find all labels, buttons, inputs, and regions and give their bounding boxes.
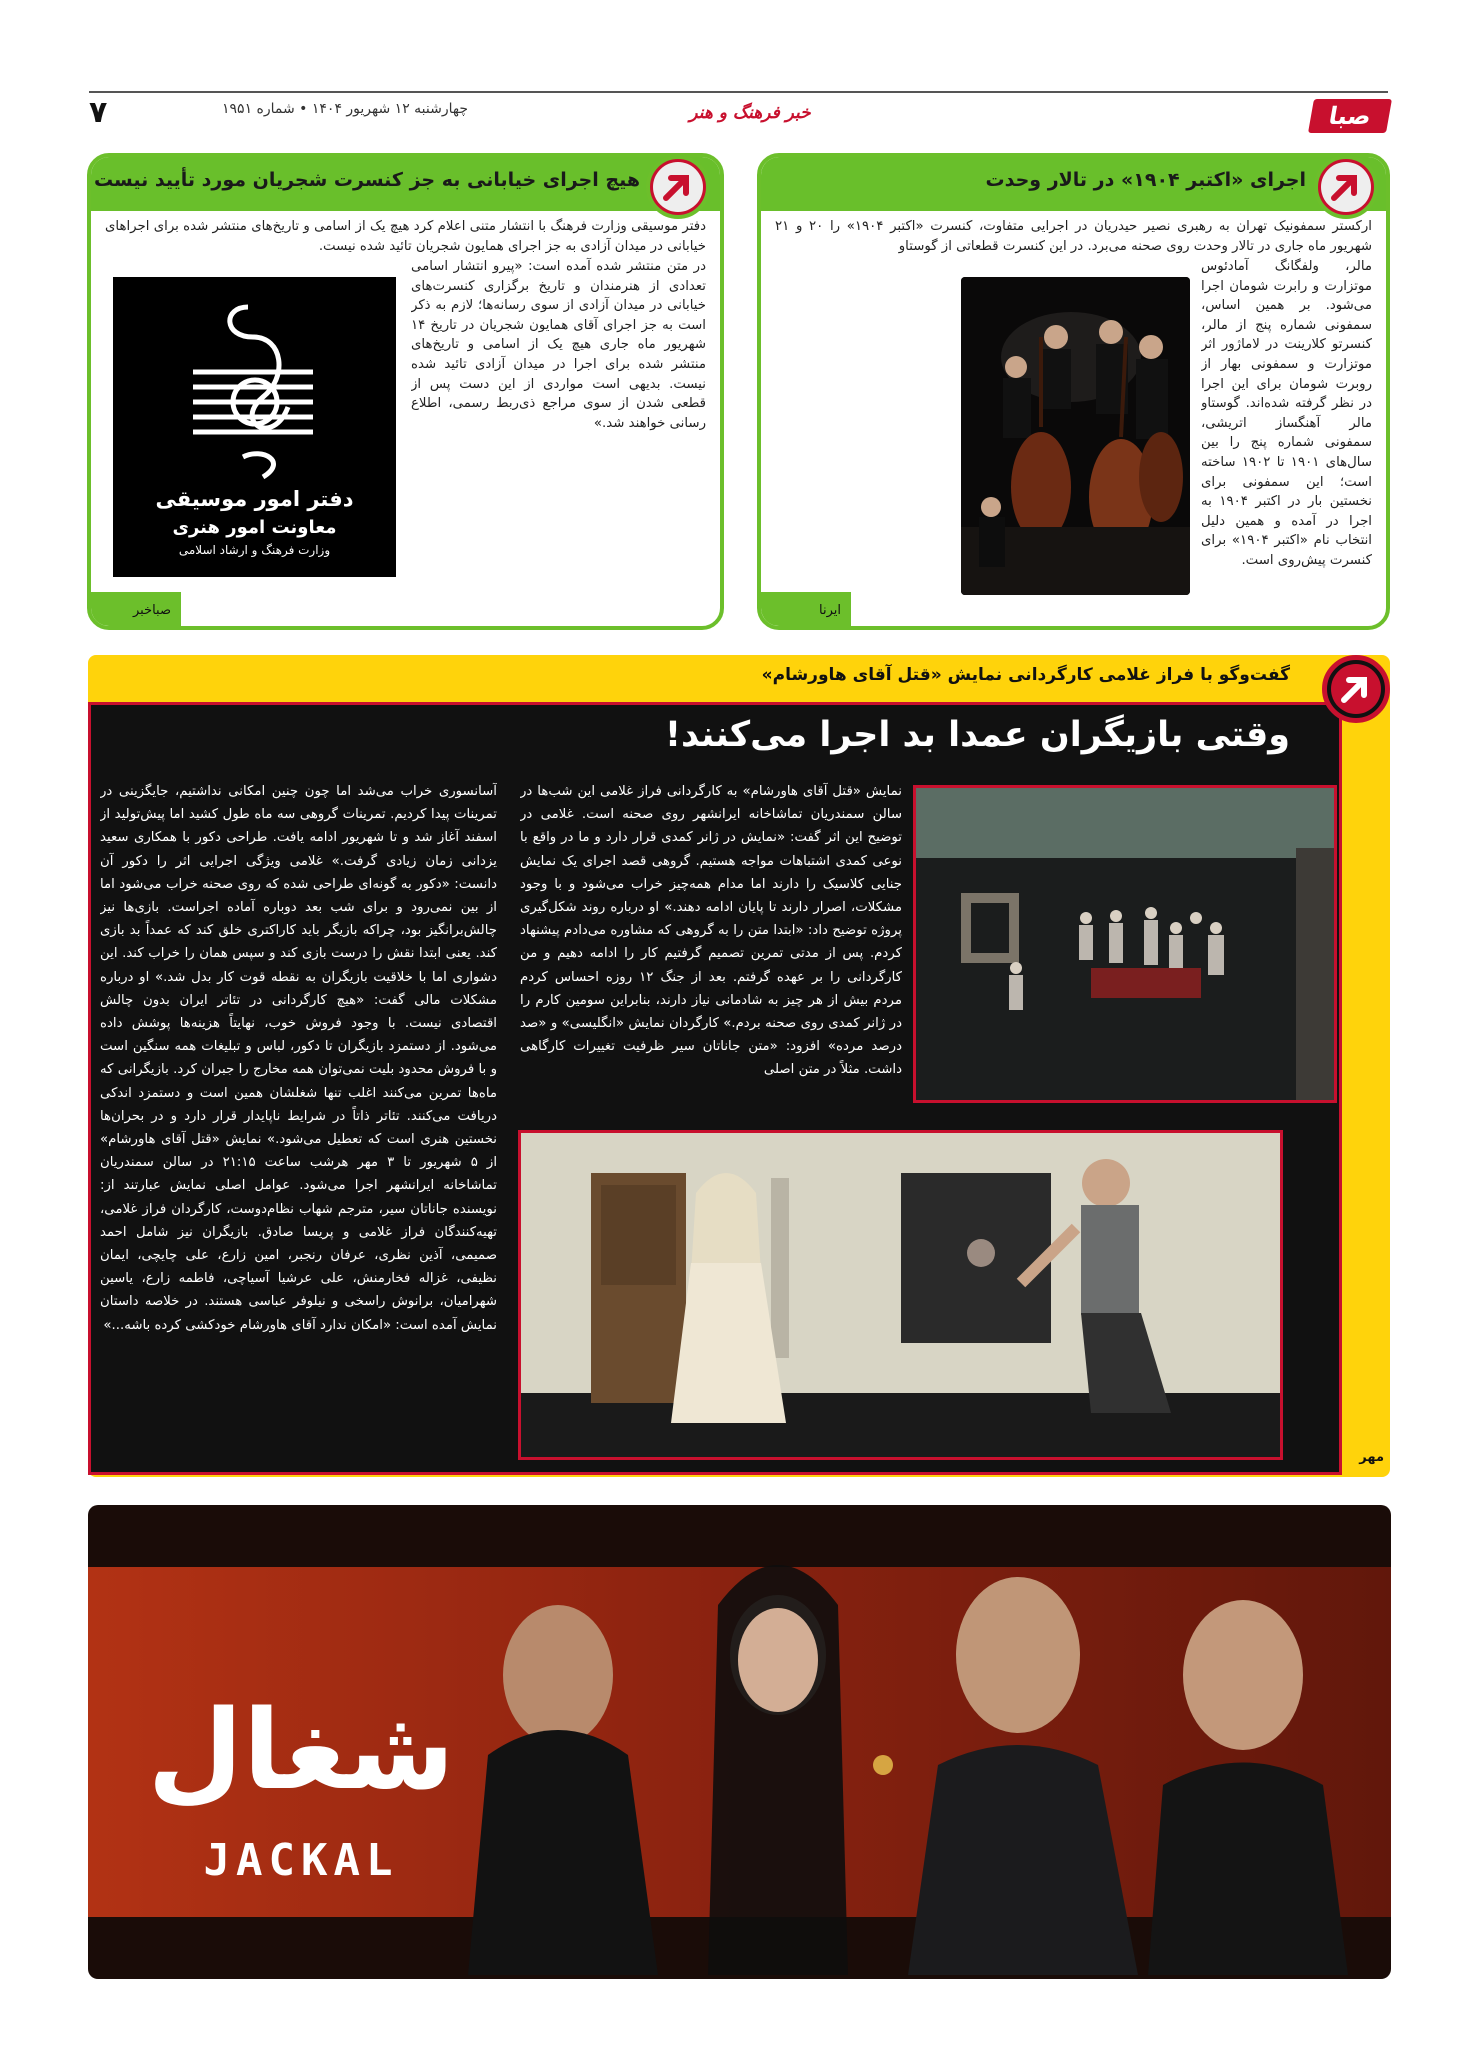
logo-line-1: دفتر امور موسیقی	[155, 487, 354, 511]
logo-line-2: معاونت امور هنری	[172, 517, 337, 538]
feature-kicker: گفت‌وگو با فراز غلامی کارگردانی نمایش «قتل آقای هاورشام»	[761, 665, 1290, 685]
feature-column-left: آسانسوری خراب می‌شد اما چون چنین امکانی نداشتیم، جایگزینی در تمرینات پیدا کردیم. تمرینات گروهی سه ماه طول کشید اما پیش‌تولید از اسفند آغاز شد و تا شهریور ادامه یافت. طراحی دکور با همکاری سعید یزدانی زمان زیادی گرفت.» غلامی ویژگی اجرایی اثر را دکور آن دانست: «دکور به گونه‌ای طراحی شده که روی صحنه خراب می‌شود اما از بین نمی‌رود و برای شب بعد دوباره آماده اجراست. بازی‌ها نیز چالش‌برانگیز بود، چراکه بازیگر باید کاراکتری خلق کند که عمداً بد بازی کند. یعنی ابتدا نقش را درست بازی کند و سپس همان را خراب کند. این دشواری اما با خلاقیت بازیگران به نقطه قوت کار بدل شد.» او درباره مشکلات مالی گفت: «هیچ کارگردانی در تئاتر ایران بدون چالش اقتصادی نیست. با وجود فروش خوب، نهایتاً هزینه‌ها پوشش داده می‌شود. از دستمزد بازیگران تا دکور، لباس و تبلیغات همه سنگین است و با فروش محدود بلیت نمی‌توان همه مخارج را جبران کرد. بازیگرانی که ماه‌ها تمرین می‌کنند اغلب تنها شغلشان همین است و دستمزد اندکی دریافت می‌کنند. تئاتر ذاتاً در شرایط ناپایدار قرار دارد و در بحران‌ها نخستین هنری است که تعطیل می‌شود.» نمایش «قتل آقای هاورشام» از ۵ شهریور تا ۳ مهر هرشب ساعت ۲۱:۱۵ در سالن سمندریان تماشاخانه ایرانشهر اجرا می‌شود. عوامل اصلی نمایش عبارتند از: نویسنده جاناتان سیر، مترجم شهاب نظام‌دوست، کارگردان فراز غلامی، تهیه‌کنندگان فراز غلامی و پریسا صادق. بازیگران نیز شامل احمد صمیمی، آذین نظری، عرفان رنجبر، امین زارع، علی چایچی، ایمان نظیفی، غزاله فخارمنش، علی عرشیا آسیاچی، فاطمه زارع، یاسین شهرامیان، برانوش راسخی و نیلوفر عباسی هستند. در خلاصه داستان نمایش آمده است: «امکان ندارد آقای هاورشام خودکشی کرده باشه...»	[100, 784, 497, 1333]
section-badge	[646, 155, 710, 219]
feature-column-right: نمایش «قتل آقای هاورشام» به کارگردانی فراز غلامی این شب‌ها در سالن سمندریان تماشاخانه ایرانشهر روی صحنه است. غلامی در توضیح این اثر گفت: «نمایش در ژانر کمدی قرار دارد و ما در واقع با نوعی کمدی اشتباهات مواجه هستیم. گروهی قصد اجرای یک نمایش جنایی کلاسیک را دارند اما مدام همه‌چیز خراب می‌شود و با وجود مشکلات، اصرار دارند تا پایان ادامه دهند.» او درباره روند شکل‌گیری پروژه توضیح داد: «ابتدا متن را به گروهی که مشاوره می‌دادم پیشنهاد کردم. پس از مدتی تمرین تصمیم گرفتیم کار را ادامه دهیم و من کارگردانی را بر عهده گرفتم. بعد از جنگ ۱۲ روزه احساس کردم مردم بیش از هر چیز به شادمانی نیاز دارند، بنابراین سومین کارم را در ژانر کمدی روی صحنه بردم.» کارگردان نمایش «انگلیسی» و «صد درصد مرده» افزود: «متن جاناتان سیر ظرفیت تغییرات کارگاهی داشت. مثلاً در متن اصلی	[520, 784, 902, 1078]
box-body: در متن منتشر شده آمده است: «پیرو انتشار اسامی تعدادی از هنرمندان و تاریخ برگزاری کنسرت‌های خیابانی در میدان آزادی از سوی رسانه‌ها؛ لازم به ذکر است به جز اجرای آقای همایون شجریان در تاریخ ۱۴ شهریور ماه جاری هیچ یک از اسامی و تاریخ‌های منتشر شده برای اجرا در میدان آزادی تائید شده نیست. بدیهی است مواردی از این دست پس از قطعی شدن از سوی مراجع ذی‌ربط رسمی، اطلاع رسانی خواهند شد.»	[411, 259, 706, 431]
stage-photo-actors	[518, 1130, 1283, 1460]
arrow-icon	[1339, 672, 1373, 706]
page-number: ۷	[89, 95, 108, 130]
logo-line-3: وزارت فرهنگ و ارشاد اسلامی	[178, 543, 331, 557]
music-office-logo-image	[113, 277, 396, 577]
arrow-icon	[661, 170, 695, 204]
feature-headline: وقتی بازیگران عمدا بد اجرا می‌کنند!	[665, 715, 1290, 755]
ad-title-en: JACKAL	[203, 1835, 399, 1886]
photo-credit: ایرنا	[819, 603, 841, 618]
header-rule	[89, 91, 1388, 93]
feature-badge	[1322, 655, 1390, 723]
jackal-ad[interactable]	[88, 1505, 1391, 1979]
box-title: اجرای «اکتبر ۱۹۰۴» در تالار وحدت	[985, 169, 1306, 191]
issue-info: چهارشنبه ۱۲ شهریور ۱۴۰۴ • شماره ۱۹۵۱	[222, 101, 468, 117]
news-box-street-concerts	[87, 153, 724, 630]
newspaper-logo[interactable]: صبا	[1308, 99, 1392, 133]
actors-illustration	[521, 1133, 1283, 1460]
arrow-icon	[1329, 170, 1363, 204]
news-box-october-1904	[757, 153, 1390, 630]
box-intro: دفتر موسیقی وزارت فرهنگ با انتشار متنی اعلام کرد هیچ یک از اسامی و تاریخ‌های منتشر شده برای اجراهای خیابانی در میدان آزادی به جز اجرای همایون شجریان تائید شده نیست.	[105, 219, 706, 254]
photo-credit: صباخبر	[132, 603, 171, 618]
orchestra-photo	[961, 277, 1190, 595]
photo-credit: مهر	[1359, 1450, 1384, 1465]
stage-photo-wide	[913, 785, 1337, 1103]
orchestra-illustration	[961, 277, 1190, 595]
box-title: هیچ اجرای خیابانی به جز کنسرت شجریان مورد تأیید نیست	[93, 169, 640, 191]
box-intro: ارکستر سمفونیک تهران به رهبری نصیر حیدریان در اجرایی متفاوت، کنسرت «اکتبر ۱۹۰۴» را ۲۰ و ۲۱ شهریور ماه جاری در تالار وحدت روی صحنه می‌برد. در این کنسرت قطعاتی از گوستاو	[775, 219, 1373, 254]
section-title: خبر فرهنگ و هنر	[689, 103, 811, 123]
box-body: مالر، ولفگانگ آمادئوس موتزارت و رابرت شومان اجرا می‌شود. بر همین اساس، سمفونی شماره پنج از مالر، کنسرتو کلارینت در لاماژور اثر موتزارت و سمفونی بهار از روبرت شومان برای این اجرا در نظر گرفته شده‌اند. گوستاو مالر آهنگساز اتریشی، سمفونی شماره پنج را بین سال‌های ۱۹۰۱ تا ۱۹۰۲ ساخته است؛ این سمفونی برای نخستین بار در اکتبر ۱۹۰۴ به اجرا در آمده و همین دلیل انتخاب نام «اکتبر ۱۹۰۴» برای کنسرت پیش‌روی است.	[1201, 259, 1372, 568]
section-badge	[1314, 155, 1378, 219]
ad-title-fa: شغال	[147, 1686, 455, 1814]
stage-photo-illustration	[916, 788, 1337, 1103]
